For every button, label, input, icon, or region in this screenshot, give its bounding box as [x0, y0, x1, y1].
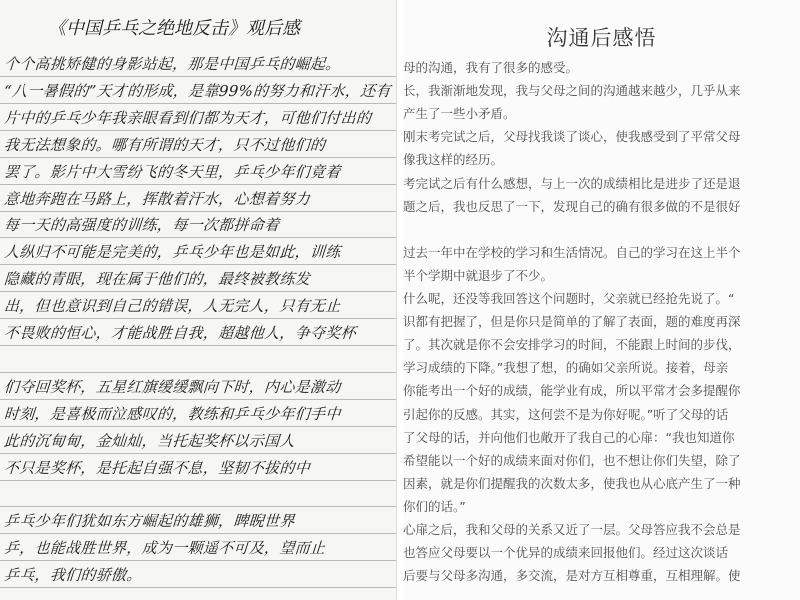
- handwritten-line: [0, 348, 397, 373]
- printed-line: [403, 219, 800, 241]
- printed-line: 希望能以一个好的成绩来面对你们，也不想让你们失望，除了: [403, 452, 741, 468]
- handwritten-line: [0, 482, 397, 507]
- handwritten-line: 出，但也意识到自己的错误，人无完人，只有无止: [0, 294, 397, 319]
- handwritten-line: 意地奔跑在马路上，挥散着汗水，心想着努力: [0, 187, 397, 212]
- printed-line: 像我这样的经历。: [403, 152, 504, 168]
- printed-line: 母的沟通，我有了很多的感受。: [403, 60, 579, 75]
- handwritten-line: 不畏败的恒心，才能战胜自我，超越他人，争夺奖杯: [0, 321, 397, 346]
- printed-title: 沟通后感悟: [546, 26, 657, 50]
- handwritten-line: 此的沉甸甸，金灿灿，当托起奖杯以示国人: [0, 429, 397, 454]
- printed-line: 长，我渐渐地发现，我与父母之间的沟通越来越少，几乎从来: [403, 83, 741, 99]
- handwritten-essay-page: [0, 0, 397, 600]
- handwritten-line: 时刻，是喜极而泣感叹的，教练和乒乓少年们手中: [0, 402, 397, 427]
- handwritten-line: 们夺回奖杯，五星红旗缓缓飘向下时，内心是激动: [0, 375, 397, 400]
- handwritten-line: 隐藏的青眼，现在属于他们的，最终被教练发: [0, 267, 397, 292]
- printed-line: 题之后，我也反思了一下，发现自己的确有很多做的不是很好: [403, 198, 741, 214]
- handwritten-line: 乒乓，我们的骄傲。: [0, 563, 397, 588]
- printed-line: 刚末考完试之后，父母找我谈了谈心，使我感受到了平常父母: [403, 129, 741, 145]
- printed-line: 什么呢，还没等我回答这个问题时，父亲就已经抢先说了。“: [403, 291, 735, 306]
- printed-line: 你能考出一个好的成绩，能学业有成，所以平常才会多提醒你: [403, 383, 741, 399]
- handwritten-line: 乒乓少年们犹如东方崛起的雄狮，睥睨世界: [0, 509, 397, 534]
- printed-line: 因素，就是你们提醒我的次数太多，使我也从心底产生了一种: [403, 475, 741, 491]
- printed-line: 半个学期中就退步了不少。: [403, 267, 554, 283]
- handwritten-line: 个个高挑矫健的身影站起，那是中国乒乓的崛起。: [0, 52, 397, 77]
- printed-line: 也答应父母要以一个优异的成绩来回报他们。经过这次谈话: [403, 545, 729, 561]
- printed-line: 产生了一些小矛盾。: [403, 106, 516, 122]
- printed-line: 识都有把握了，但是你只是简单的了解了表面，题的难度再深: [403, 314, 741, 330]
- handwritten-line: 罢了。影片中大雪纷飞的冬天里，乒乓少年们竟着: [0, 160, 397, 185]
- printed-line: 考完试之后有什么感想，与上一次的成绩相比是进步了还是退: [403, 175, 741, 191]
- printed-line: 后要与父母多沟通，多交流，是对方互相尊重，互相理解。使: [403, 568, 741, 584]
- handwritten-line: 不只是奖杯，是托起自强不息，坚韧不拔的中: [0, 456, 397, 481]
- printed-line: 引起你的反感。其实，这何尝不是为你好呢。”听了父母的话: [403, 406, 729, 422]
- handwritten-line: 乒，也能战胜世界，成为一颗遥不可及，望而止: [0, 536, 397, 561]
- printed-line: 你们的话。”: [403, 498, 466, 514]
- handwritten-line: 人纵归不可能是完美的，乒乓少年也是如此，训练: [0, 240, 397, 265]
- handwritten-line: 我无法想象的。哪有所谓的天才，只不过他们的: [0, 133, 397, 158]
- printed-line: 了父母的话，并向他们也敞开了我自己的心扉：“我也知道你: [403, 429, 735, 445]
- handwritten-line: “八一暑假的”天才的形成，是靠99%的努力和汗水，还有: [0, 79, 397, 104]
- printed-line: 了。其次就是你不会安排学习的时间，不能跟上时间的步伐，: [403, 337, 741, 353]
- printed-essay-page: [403, 0, 800, 600]
- handwritten-title: 《中国乒乓之绝地反击》观后感: [48, 18, 300, 39]
- printed-line: 心扉之后，我和父母的关系又近了一层。父母答应我不会总是: [403, 522, 741, 537]
- handwritten-line: 每一天的高强度的训练，每一次都拼命着: [0, 213, 397, 238]
- printed-line: 过去一年中在学校的学习和生活情况。自己的学习在这上半个: [403, 244, 741, 260]
- printed-line: 学习成绩的下降。”我想了想，的确如父亲所说。接着，母亲: [403, 360, 729, 376]
- handwritten-line: 片中的乒乓少年我亲眼看到们都为天才，可他们付出的: [0, 106, 397, 131]
